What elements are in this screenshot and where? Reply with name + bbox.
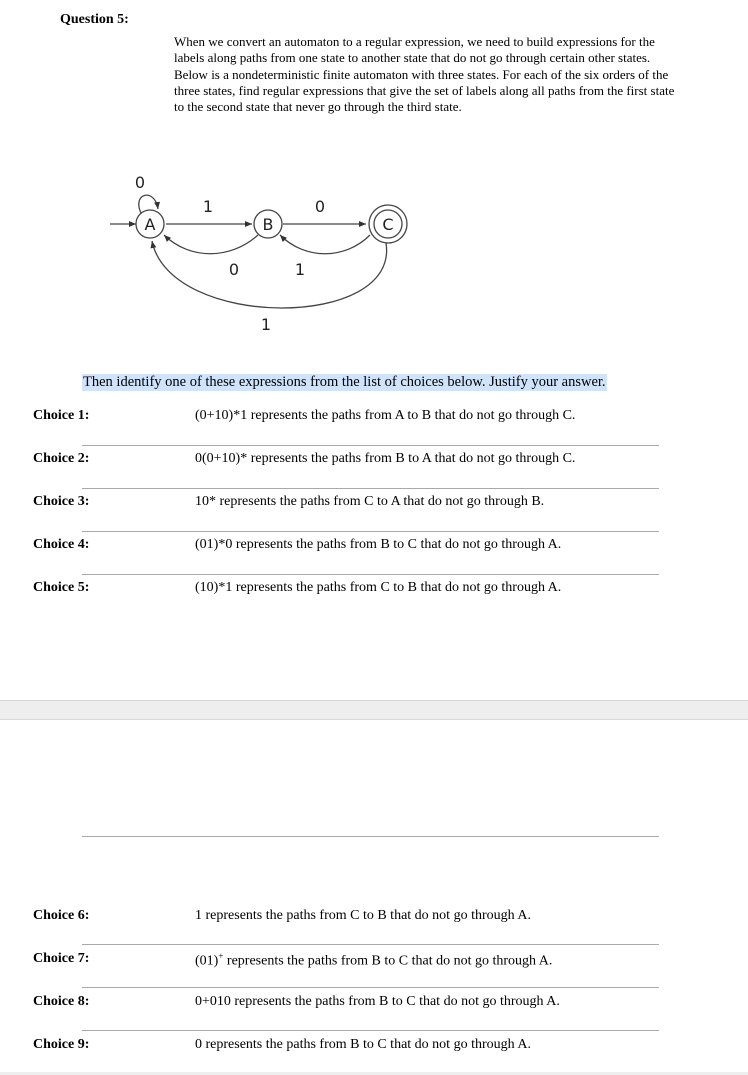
label-c-to-b: 1	[294, 260, 306, 279]
question-title: Question 5:	[60, 12, 129, 27]
edge-c-to-a	[152, 241, 387, 308]
choice-5-text: (10)*1 represents the paths from C to B that do not go through A.	[195, 580, 562, 595]
label-self-loop-a: 0	[134, 173, 146, 192]
choice-7-desc: represents the paths from B to C that do not go through A.	[223, 953, 553, 969]
instruction-highlighted: Then identify one of these expressions from the list of choices below. Justify your answer.	[83, 374, 606, 390]
automaton-diagram	[100, 165, 430, 345]
choice-3-label: Choice 3:	[33, 494, 90, 509]
page-break	[0, 700, 748, 720]
choice-4-label: Choice 4:	[33, 537, 90, 552]
divider	[82, 836, 659, 837]
divider	[82, 488, 659, 489]
label-a-to-b: 1	[202, 197, 214, 216]
divider	[82, 987, 659, 988]
choice-8-label: Choice 8:	[33, 994, 90, 1009]
label-b-to-c: 0	[314, 197, 326, 216]
state-b-label: B	[262, 215, 274, 234]
divider	[82, 574, 659, 575]
choice-2-label: Choice 2:	[33, 451, 90, 466]
document-page-bottom	[0, 720, 748, 1075]
choice-7-expr: (01)	[195, 953, 219, 969]
choice-6-text: 1 represents the paths from C to B that do not go through A.	[195, 908, 531, 923]
choice-2-text: 0(0+10)* represents the paths from B to A that do not go through C.	[195, 451, 576, 466]
choice-7-text	[195, 951, 552, 970]
choice-6-label: Choice 6:	[33, 908, 90, 923]
state-c-label: C	[382, 215, 394, 234]
edge-b-to-a	[164, 235, 258, 254]
choice-7-label: Choice 7:	[33, 951, 90, 966]
choice-8-text: 0+010 represents the paths from B to C that do not go through A.	[195, 994, 560, 1009]
divider	[82, 531, 659, 532]
choice-7-sup: +	[218, 951, 224, 961]
label-c-to-a: 1	[260, 315, 272, 334]
state-a-label: A	[144, 215, 156, 234]
choice-1-label: Choice 1:	[33, 408, 90, 423]
divider	[82, 445, 659, 446]
choice-5-label: Choice 5:	[33, 580, 90, 595]
label-b-to-a: 0	[228, 260, 240, 279]
choice-3-text: 10* represents the paths from C to A that do not go through B.	[195, 494, 545, 509]
choice-4-text: (01)*0 represents the paths from B to C that do not go through A.	[195, 537, 562, 552]
divider	[82, 1030, 659, 1031]
choice-1-text: (0+10)*1 represents the paths from A to B that do not go through C.	[195, 408, 576, 423]
choice-9-label: Choice 9:	[33, 1037, 90, 1052]
choice-9-text: 0 represents the paths from B to C that do not go through A.	[195, 1037, 531, 1052]
edge-c-to-b	[280, 235, 370, 254]
divider	[82, 944, 659, 945]
question-intro: When we convert an automaton to a regular expression, we need to build expressions for the labels along paths from one state to another state that do not go through certain other states. Below is a nondeterministic finite automaton with three states. For each of the six orders of the three states, find regular expressions that give the set of labels along all paths from the first state to the second state that never go through the third state.	[174, 34, 675, 115]
